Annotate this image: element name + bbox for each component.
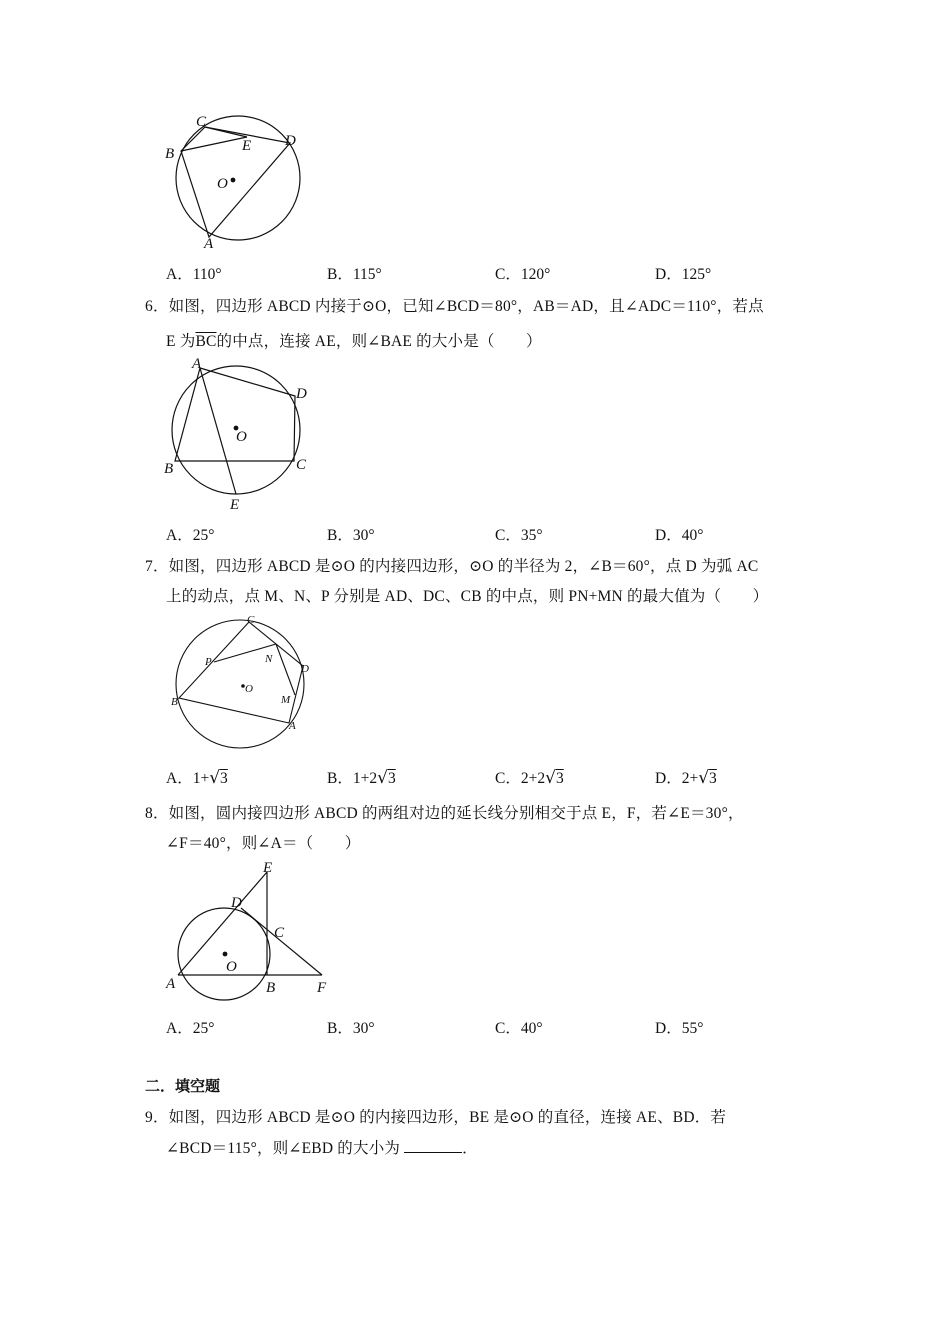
- sqrt-symbol: √: [209, 768, 221, 788]
- q5-option-d: D．125°: [655, 266, 712, 283]
- q8-option-a: A．25°: [166, 1020, 215, 1037]
- q8-label-f: F: [317, 980, 327, 996]
- q5-label-e: E: [242, 138, 252, 154]
- q6-label-d: D: [296, 386, 307, 402]
- q7-label-c: C: [247, 614, 255, 626]
- q5-label-o: O: [217, 176, 228, 192]
- q6-arc-bc: $\overline{BC}$: [195, 333, 217, 350]
- q6-label-b: B: [164, 461, 174, 477]
- q6-option-b: B．30°: [327, 527, 375, 544]
- q6-option-d: D．40°: [655, 527, 704, 544]
- q7-figure: [165, 612, 315, 752]
- q8-label-e: E: [263, 860, 273, 876]
- q8-figure: [160, 855, 340, 1000]
- q6-figure: [160, 355, 320, 515]
- q6-text-line1: 6．如图，四边形 ABCD 内接于⊙O，已知∠BCD＝80°，AB＝AD，且∠ADC＝110°，若点: [145, 298, 764, 315]
- q9-answer-blank[interactable]: [404, 1138, 462, 1153]
- q7-option-c: C．2+2√3: [495, 768, 564, 788]
- section-title: 二．填空题: [145, 1077, 221, 1095]
- q5-option-c: C．120°: [495, 266, 551, 283]
- q7-option-a: A．1+√3: [166, 768, 228, 788]
- q8-label-d: D: [231, 895, 242, 911]
- q7-text-line2: 上的动点，点 M、N、P 分别是 AD、DC、CB 的中点，则 PN+MN 的最大值为（ ）: [166, 588, 769, 605]
- q6-text-line2: E 为$\overline{BC}$的中点，连接 AE，则∠BAE 的大小是（ ）: [166, 333, 542, 350]
- q7-label-b: B: [171, 696, 178, 708]
- q8-label-b: B: [266, 980, 276, 996]
- q5-option-b: B．115°: [327, 266, 382, 283]
- q8-option-c: C．40°: [495, 1020, 543, 1037]
- q7-text-line1: 7．如图，四边形 ABCD 是⊙O 的内接四边形，⊙O 的半径为 2，∠B＝60°，点 D 为弧 AC: [145, 558, 759, 575]
- sqrt-symbol: √: [698, 768, 710, 788]
- q6-segment-ae: [200, 368, 236, 494]
- q5-figure: [160, 110, 320, 250]
- q9-text-line2: ∠BCD＝115°，则∠EBD 的大小为 ．: [166, 1140, 478, 1157]
- q8-option-b: B．30°: [327, 1020, 375, 1037]
- q5-center-dot: [231, 178, 236, 183]
- q7-label-n: N: [265, 653, 273, 665]
- q5-segment-ce: [205, 127, 247, 137]
- q7-label-m: M: [281, 694, 291, 706]
- q5-option-a: A．110°: [166, 266, 222, 283]
- q5-label-b: B: [165, 146, 175, 162]
- q6-label-e: E: [230, 497, 240, 513]
- q7-option-d: D．2+√3: [655, 768, 717, 788]
- q5-label-c: C: [196, 114, 207, 130]
- q8-label-c: C: [274, 925, 285, 941]
- q6-option-c: C．35°: [495, 527, 543, 544]
- q8-label-a: A: [166, 976, 176, 992]
- q8-option-d: D．55°: [655, 1020, 704, 1037]
- q5-label-d: D: [285, 133, 296, 149]
- q8-text-line1: 8．如图，圆内接四边形 ABCD 的两组对边的延长线分别相交于点 E，F，若∠E＝30°，: [145, 805, 744, 822]
- q6-option-a: A．25°: [166, 527, 215, 544]
- q7-label-o: O: [245, 683, 253, 695]
- q7-circle: [176, 620, 304, 748]
- q8-line-ae: [178, 872, 267, 975]
- q6-label-a: A: [192, 356, 202, 372]
- q8-text-line2: ∠F＝40°，则∠A＝（ ）: [166, 835, 361, 852]
- q9-text-line1: 9．如图，四边形 ABCD 是⊙O 的内接四边形，BE 是⊙O 的直径，连接 AE、BD．若: [145, 1109, 727, 1126]
- q6-label-c: C: [296, 457, 307, 473]
- q5-label-a: A: [204, 236, 214, 252]
- q5-segment-eb: [181, 137, 247, 151]
- sqrt-symbol: √: [545, 768, 556, 788]
- q8-center-dot: [223, 952, 228, 957]
- q6-label-o: O: [236, 429, 247, 445]
- q7-label-p: P: [205, 656, 212, 668]
- q7-label-a: A: [289, 720, 296, 732]
- q7-label-d: D: [301, 663, 309, 675]
- q5-quadrilateral: [181, 127, 290, 237]
- sqrt-symbol: √: [377, 768, 388, 788]
- q7-option-b: B．1+2√3: [327, 768, 396, 788]
- q8-label-o: O: [226, 959, 237, 975]
- q8-line-df: [241, 908, 322, 975]
